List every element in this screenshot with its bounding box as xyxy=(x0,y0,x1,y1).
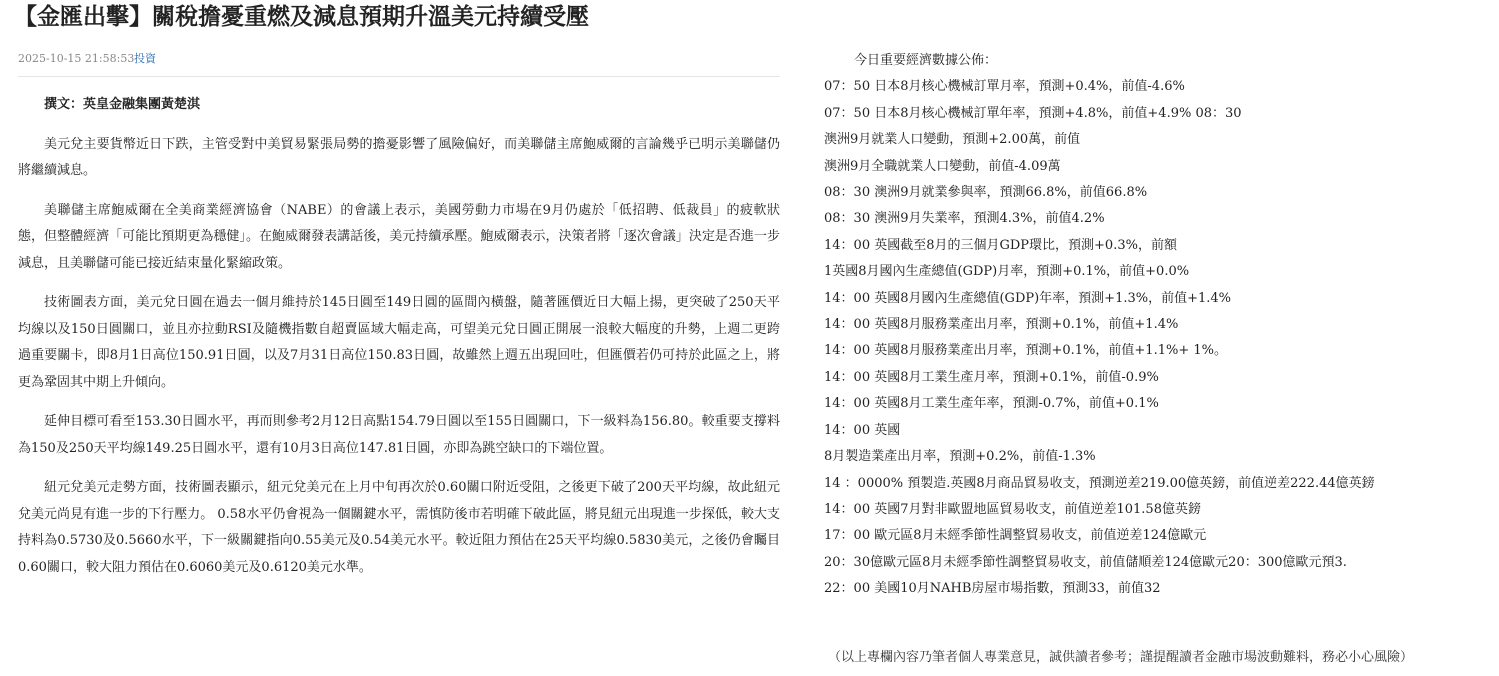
article-meta xyxy=(18,52,780,77)
economic-data-item: 澳洲9月就業人口變動，預測+2.00萬，前值 xyxy=(824,132,1081,148)
economic-data-item: 08：30 澳洲9月失業率，預測4.3%，前值4.2% xyxy=(824,211,1105,227)
economic-data-item: 07：50 日本8月核心機械訂單月率，預測+0.4%，前值-4.6% xyxy=(824,79,1185,95)
article-paragraph: 技術圖表方面，美元兌日圓在過去一個月維持於145日圓至149日圓的區間內橫盤，隨著匯價近日大幅上揚，更突破了250天平均線以及150日圓關口，並且亦拉動RSI及隨機指數自超賣區域大幅走高，可望美元兌日圓正開展一浪較大幅度的升勢，上週二更跨過重要關卡，即8月1日高位150.91日圓，以及7月31日高位150.83日圓，故雖然上週五出現回吐，但匯價若仍可持於此區之上，將更為鞏固其中期上升傾向。 xyxy=(18,295,780,390)
economic-data-heading: 今日重要經濟數據公佈： xyxy=(854,53,998,68)
article-paragraph: 延伸目標可看至153.30日圓水平，再而則參考2月12日高點154.79日圓以至155日圓關口，下一級料為156.80。較重要支撐料為150及250天平均線149.25日圓水平，還有10月3日高位147.81日圓，亦即為跳空缺口的下端位置。 xyxy=(18,414,780,456)
economic-data-item: 22：00 美國10月NAHB房屋市場指數，預測33，前值32 xyxy=(824,581,1161,597)
article-paragraph: 美聯儲主席鮑威爾在全美商業經濟協會（NABE）的會議上表示，美國勞動力市場在9月仍處於「低招聘、低裁員」的疲軟狀態，但整體經濟「可能比預期更為穩健」。在鮑威爾發表講話後，美元持續承壓。鮑威爾表示，決策者將「逐次會議」決定是否進一步減息，且美聯儲可能已接近結束量化緊縮政策。 xyxy=(18,202,780,271)
economic-data-item: 07：50 日本8月核心機械訂單年率，預測+4.8%，前值+4.9% 08：30 xyxy=(824,105,1242,121)
economic-data-item: 8月製造業產出月率，預測+0.2%，前值-1.3% xyxy=(824,449,1096,465)
economic-data-item: 08：30 澳洲9月就業參與率，預測66.8%，前值66.8% xyxy=(824,185,1148,201)
economic-data-item: 14：00 英國截至8月的三個月GDP環比，預測+0.3%，前額 xyxy=(824,237,1177,253)
economic-data-item: 14：00 英國8月工業生產年率，預測-0.7%，前值+0.1% xyxy=(824,396,1159,412)
economic-data-item: 20：30億歐元區8月未經季節性調整貿易收支，前值儲順差124億歐元20：300億歐元預3. xyxy=(824,554,1347,570)
publish-date: 2025-10-15 21:58:53 xyxy=(18,52,135,65)
economic-data-list xyxy=(824,48,1484,603)
article-body xyxy=(18,92,780,594)
article-title: 【金匯出擊】關稅擔憂重燃及減息預期升溫美元持續受壓 xyxy=(14,4,589,30)
economic-data-item: 14：00 英國 xyxy=(824,422,901,438)
category-link[interactable]: 投資 xyxy=(134,52,156,65)
economic-data-item: 14：00 英國7月對非歐盟地區貿易收支，前值逆差101.58億英鎊 xyxy=(824,501,1201,517)
economic-data-item: 14：00 英國8月工業生產月率，預測+0.1%，前值-0.9% xyxy=(824,369,1159,385)
economic-data-item: 14 ：0000% 預製造.英國8月商品貿易收支，預測逆差219.00億英鎊，前值逆差222.44億英鎊 xyxy=(824,475,1375,491)
author-byline: 撰文：英皇金融集團黃楚淇 xyxy=(44,97,201,112)
economic-data-item: 14：00 英國8月服務業產出月率，預測+0.1%，前值+1.4% xyxy=(824,317,1179,333)
economic-data-item: 14：00 英國8月國內生產總值(GDP)年率，預測+1.3%，前值+1.4% xyxy=(824,290,1232,306)
disclaimer-note: （以上專欄內容乃筆者個人專業意見，誠供讀者參考；謹提醒讀者金融市場波動難料，務必小心風險） xyxy=(828,650,1414,665)
article-paragraph: 美元兌主要貨幣近日下跌，主管受對中美貿易緊張局勢的擔憂影響了風險偏好，而美聯儲主席鮑威爾的言論幾乎已明示美聯儲仍將繼續減息。 xyxy=(18,136,780,178)
economic-data-item: 14：00 英國8月服務業產出月率，預測+0.1%，前值+1.1%+ 1%。 xyxy=(824,343,1227,359)
economic-data-item: 1英國8月國內生產總值(GDP)月率，預測+0.1%，前值+0.0% xyxy=(824,264,1190,280)
economic-data-item: 澳洲9月全職就業人口變動，前值-4.09萬 xyxy=(824,158,1061,174)
economic-data-item: 17：00 歐元區8月未經季節性調整貿易收支，前值逆差124億歐元 xyxy=(824,528,1207,544)
article-paragraph: 紐元兌美元走勢方面，技術圖表顯示，紐元兌美元在上月中旬再次於0.60關口附近受阻，之後更下破了200天平均線，故此紐元兌美元尚見有進一步的下行壓力。 0.58水平仍會視為一個關鍵水平，需慎防後市若明確下破此區，將見紐元出現進一步探低，較大支持料為0.5730及0.5660水平，下一級關鍵指向0.55美元及0.54美元水平。較近阻力預估在25天平均線0.5830美元，之後仍會矚目0.60關口，較大阻力預估在0.6060美元及0.6120美元水準。 xyxy=(18,480,780,575)
